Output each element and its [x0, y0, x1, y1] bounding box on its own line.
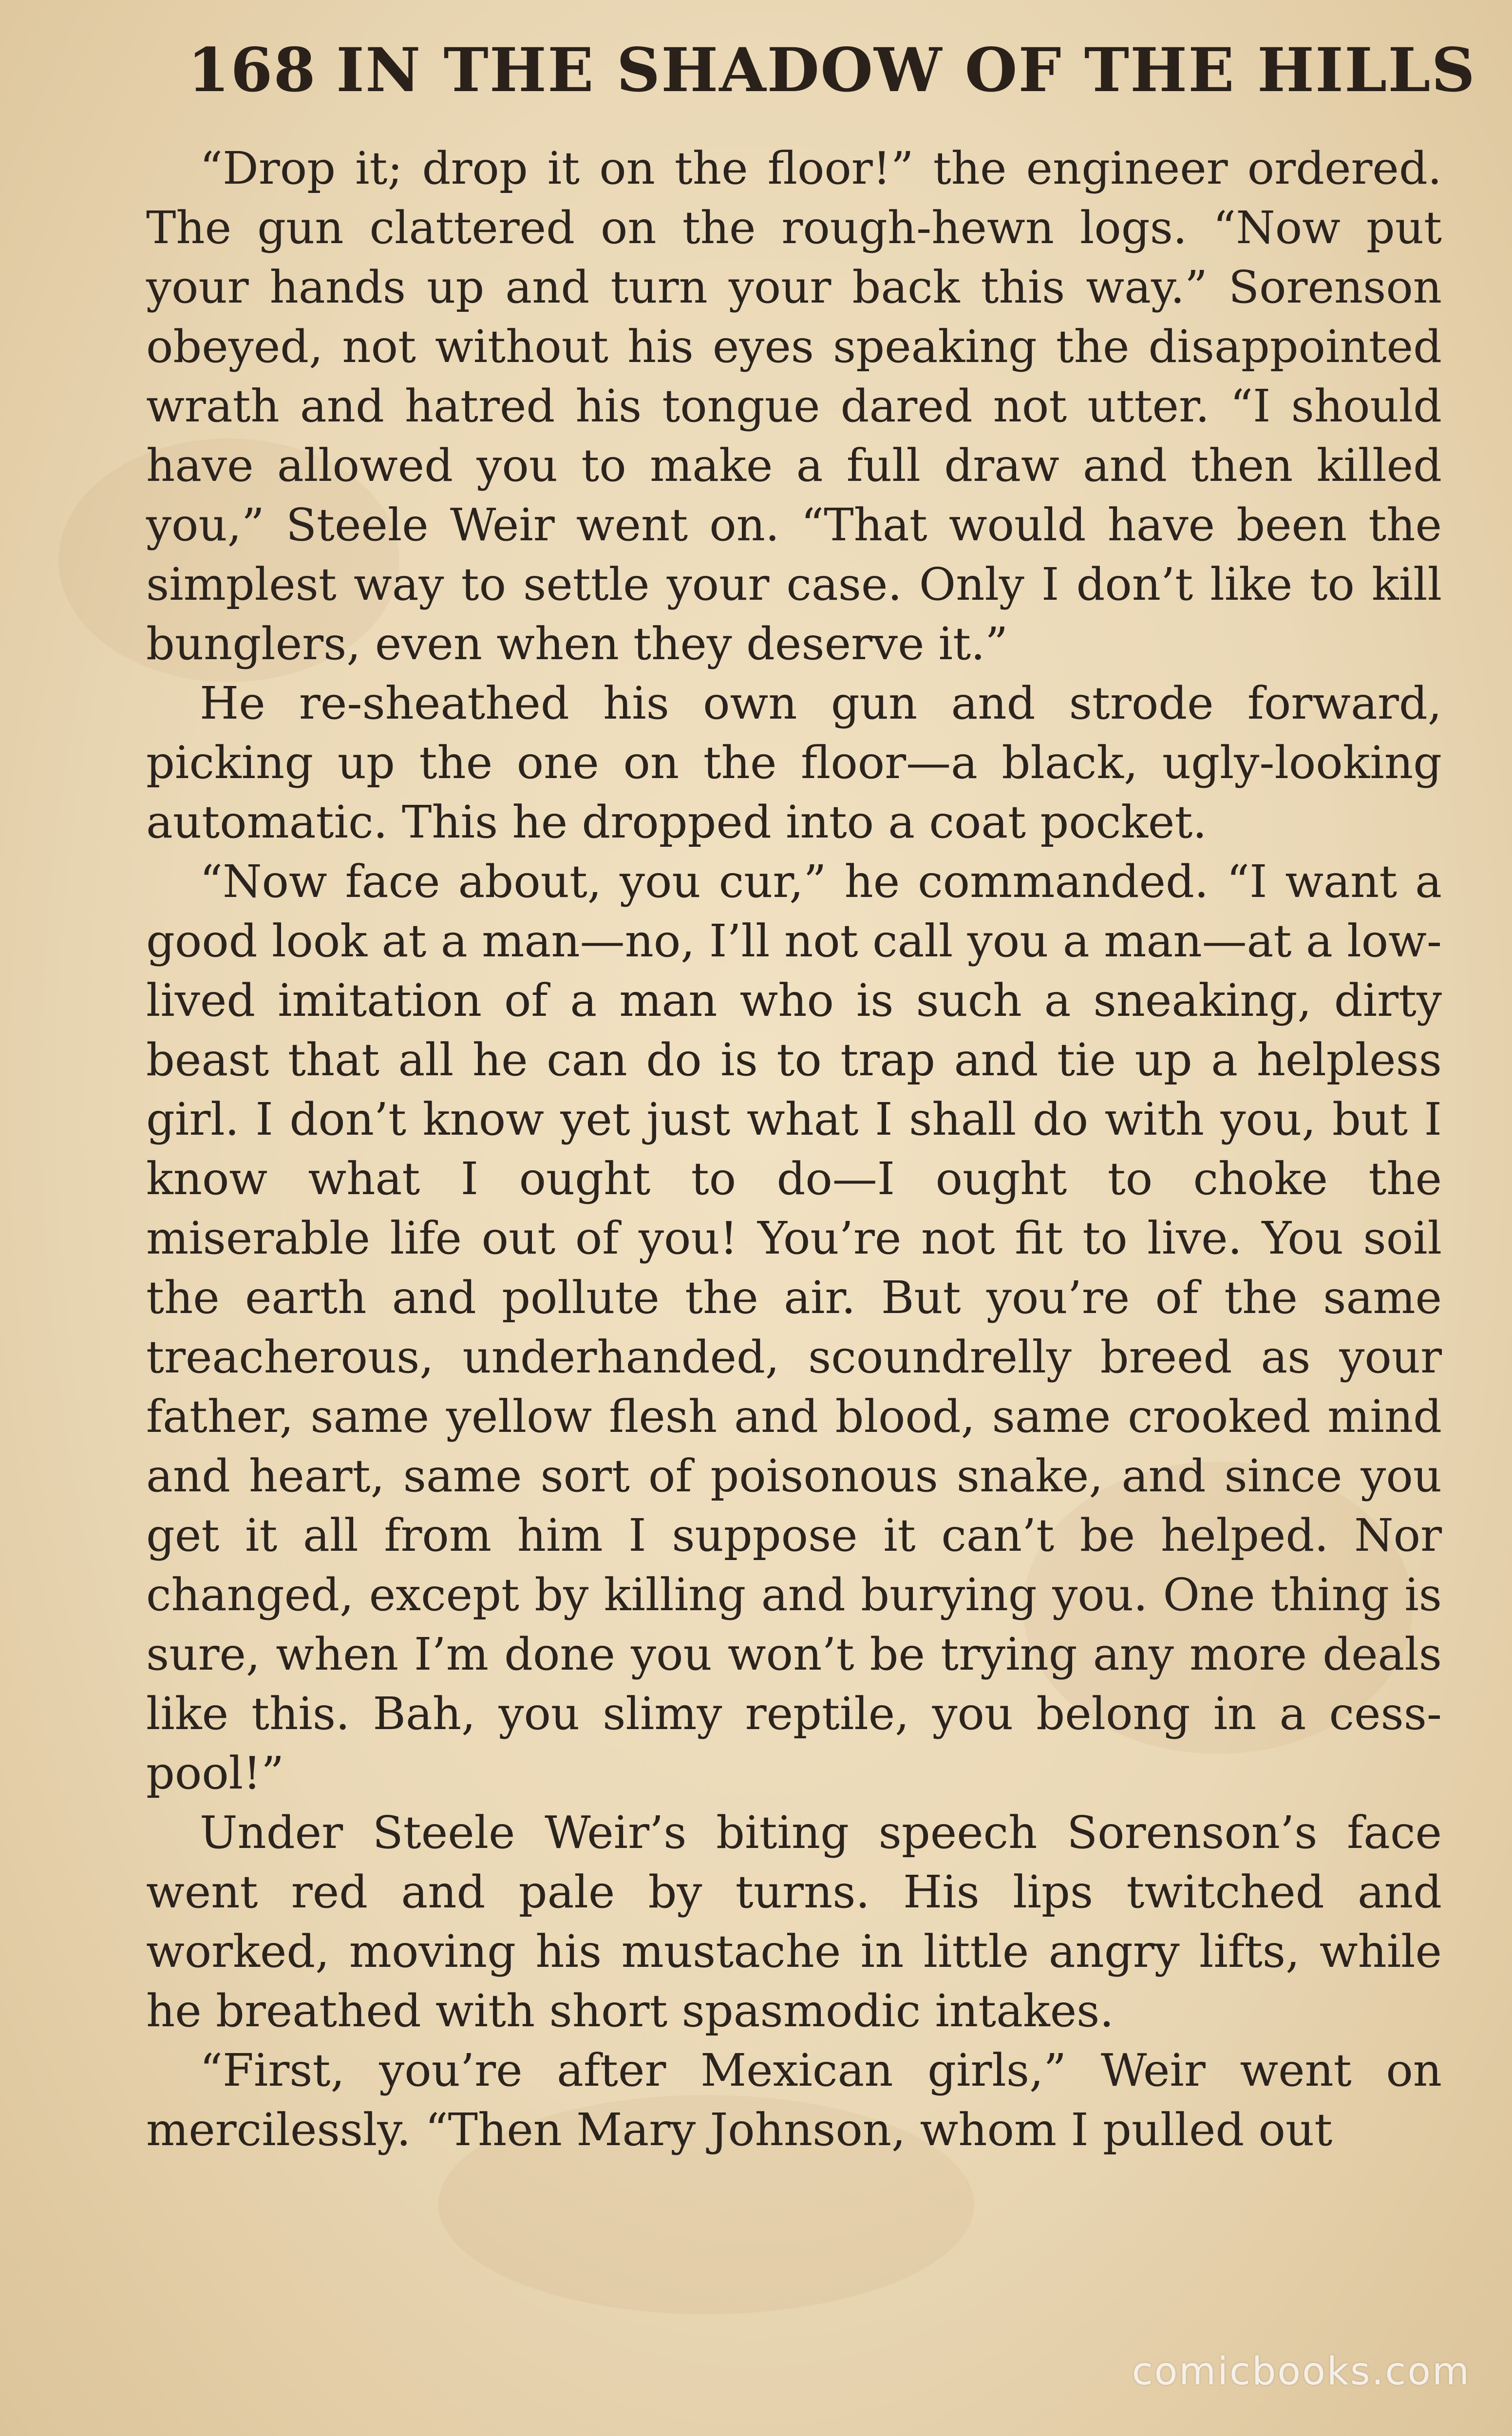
paragraph-4: Under Steele Weir’s biting speech Sorenson’s face went red and pale by turns. His lips twitched and worked, moving his mustache in little angry lifts, while he breathed with short spasmodic intakes.	[146, 1807, 1442, 2037]
paragraph-5: “First, you’re after Mexican girls,” Weir went on mercilessly. “Then Mary Johnson, whom I pulled out	[146, 2044, 1442, 2156]
paragraph-1: “Drop it; drop it on the floor!” the engineer ordered. The gun clattered on the rough-hewn logs. “Now put your hands up and turn your back this way.” Sorenson obeyed, not without his eyes speaking the disappointed wrath and hatred his tongue dared not utter. “I should have allowed you to make a full draw and then killed you,” Steele Weir went on. “That would have been the simplest way to settle your case. Only I don’t like to kill bunglers, even when they deserve it.”	[146, 142, 1442, 670]
watermark: comicbooks.com	[1132, 2350, 1471, 2394]
paragraph-3: “Now face about, you cur,” he commanded. “I want a good look at a man—no, I’ll not call you a man—at a low-lived imitation of a man who is such a sneaking, dirty beast that all he can do is to trap and tie up a helpless girl. I don’t know yet just what I shall do with you, but I know what I ought to do—I ought to choke the miserable life out of you! You’re not fit to live. You soil the earth and pollute the air. But you’re of the same treacherous, underhanded, scoundrelly breed as your father, same yellow flesh and blood, same crooked mind and heart, same sort of poisonous snake, and since you get it all from him I suppose it can’t be helped. Nor changed, except by killing and burying you. One thing is sure, when I’m done you won’t be trying any more deals like this. Bah, you slimy reptile, you belong in a cess-pool!”	[146, 856, 1442, 1799]
page-number: 168	[188, 35, 317, 106]
paragraph-2: He re-sheathed his own gun and strode forward, picking up the one on the floor—a black, ugly-looking automatic. This he dropped into a coat pocket.	[146, 677, 1442, 848]
page-header	[188, 35, 1476, 128]
running-title: IN THE SHADOW OF THE HILLS	[336, 35, 1476, 106]
body-text	[146, 139, 1442, 2160]
